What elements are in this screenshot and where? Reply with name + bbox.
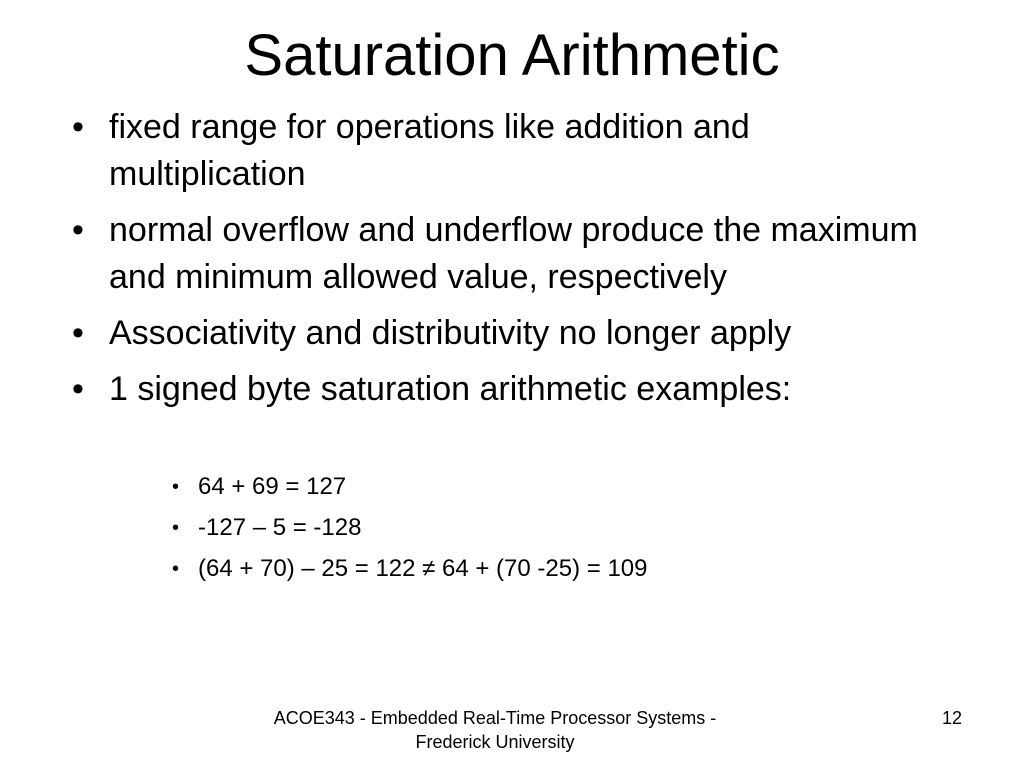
bullet-text: 1 signed byte saturation arithmetic examples:: [109, 370, 792, 408]
sub-bullet-icon: •: [172, 476, 180, 498]
page-number: 12: [941, 708, 962, 728]
sub-bullet-text: -127 – 5 = -128: [198, 514, 362, 541]
bullet-text: Associativity and distributivity no longer apply: [109, 314, 792, 352]
bullet-icon: •: [72, 370, 84, 408]
bullet-text: normal overflow and underflow produce the maximum and minimum allowed value, respectively: [109, 211, 918, 296]
footer-line-university: Frederick University: [415, 732, 575, 752]
bullet-list: [72, 104, 952, 422]
sub-bullet-icon: •: [172, 558, 180, 580]
sub-bullet-item: [172, 511, 932, 545]
bullet-item: [72, 207, 952, 301]
bullet-item: [72, 104, 952, 198]
slide-title: Saturation Arithmetic: [244, 23, 780, 88]
sub-bullet-text: 64 + 69 = 127: [198, 473, 347, 500]
bullet-text: fixed range for operations like addition and multiplication: [109, 108, 750, 193]
bullet-icon: •: [72, 211, 84, 249]
sub-bullet-item: [172, 552, 932, 586]
sub-bullet-icon: •: [172, 517, 180, 539]
bullet-icon: •: [72, 314, 84, 352]
sub-bullet-list: [172, 470, 932, 593]
slide-footer: [240, 706, 750, 754]
sub-bullet-item: [172, 470, 932, 504]
footer-line-course: ACOE343 - Embedded Real-Time Processor Systems -: [273, 708, 717, 728]
bullet-item: [72, 366, 952, 413]
sub-bullet-text: (64 + 70) – 25 = 122 ≠ 64 + (70 -25) = 109: [198, 555, 648, 582]
bullet-item: [72, 310, 952, 357]
bullet-icon: •: [72, 108, 84, 146]
